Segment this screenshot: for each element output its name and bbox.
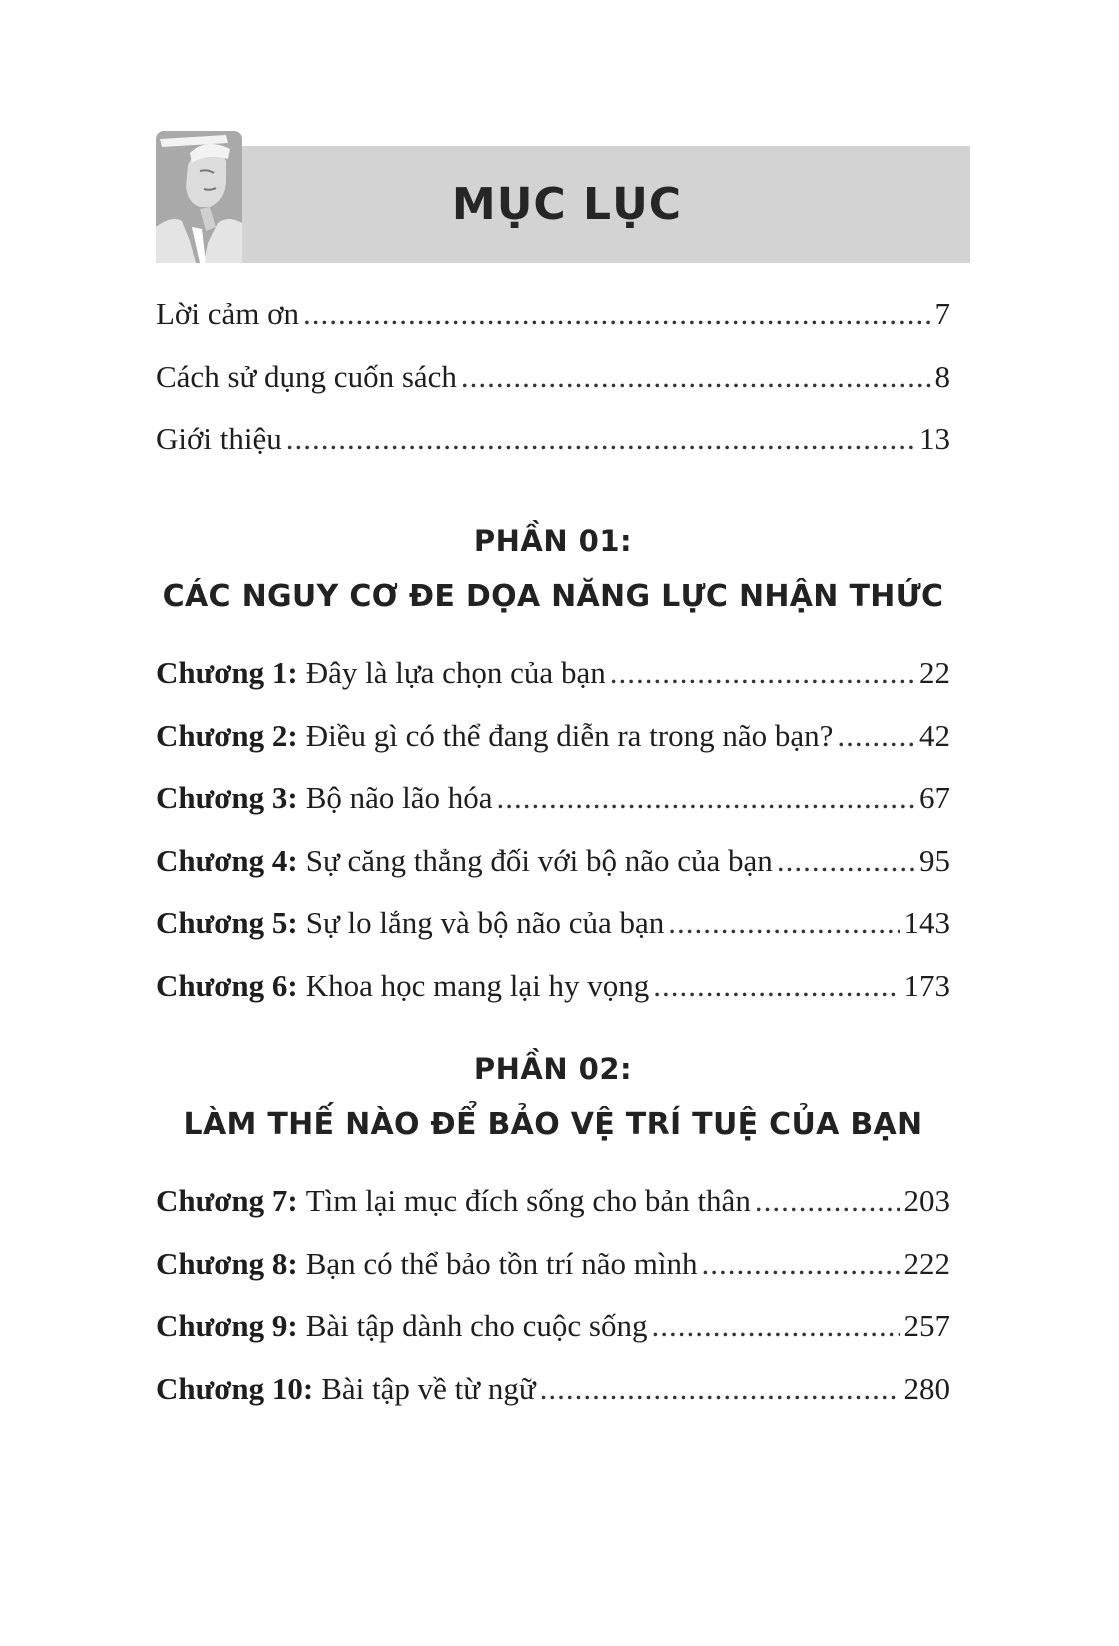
entry-title: Tìm lại mục đích sống cho bản thân — [305, 1183, 751, 1218]
page-number: 95 — [919, 842, 950, 878]
entry-title: Điều gì có thể đang diễn ra trong não bạn? — [305, 717, 834, 753]
page-number: 222 — [903, 1245, 950, 1281]
page-number: 143 — [903, 905, 950, 940]
dot-leader — [652, 1308, 900, 1344]
part-1-title: CÁC NGUY CƠ ĐE DỌA NĂNG LỰC NHẬN THỨC — [162, 579, 944, 614]
dot-leader — [497, 780, 915, 816]
part-2-title: LÀM THẾ NÀO ĐỂ BẢO VỆ TRÍ TUỆ CỦA BẠN — [183, 1107, 923, 1142]
chapter-label: Chương 7: — [156, 1183, 298, 1218]
toc-entry-chapter-2[interactable] — [156, 718, 950, 781]
toc-entry-chapter-5[interactable] — [156, 905, 950, 968]
entry-title: Sự lo lắng và bộ não của bạn — [305, 905, 665, 940]
page-number: 67 — [919, 780, 950, 815]
page-number: 8 — [934, 358, 950, 394]
dot-leader — [755, 1183, 900, 1219]
toc-entry-chapter-9[interactable] — [156, 1308, 950, 1371]
page-number: 22 — [919, 655, 950, 690]
toc-entry-chapter-4[interactable] — [156, 843, 950, 906]
dot-leader — [837, 718, 915, 754]
chapter-label: Chương 3: — [156, 780, 298, 815]
entry-title: Bạn có thể bảo tồn trí não mình — [305, 1245, 698, 1281]
toc-entry-chapter-7[interactable] — [156, 1183, 950, 1246]
part-1-number: PHẦN 01: — [473, 524, 633, 558]
toc-entry-acknowledgements[interactable] — [156, 296, 950, 359]
dot-leader — [540, 1371, 900, 1407]
entry-title: Bài tập về từ ngữ — [321, 1370, 536, 1406]
part-2-chapter-list — [156, 1183, 950, 1433]
entry-title: Đây là lựa chọn của bạn — [305, 655, 606, 690]
toc-entry-chapter-1[interactable] — [156, 655, 950, 718]
toc-entry-chapter-3[interactable] — [156, 780, 950, 843]
dot-leader — [303, 296, 931, 332]
page-number: 42 — [919, 717, 950, 753]
chapter-label: Chương 8: — [156, 1245, 298, 1281]
dot-leader — [610, 655, 915, 691]
page-title: MỤC LỤC — [451, 179, 683, 230]
dot-leader — [286, 421, 915, 457]
chapter-label: Chương 2: — [156, 717, 298, 753]
page-number: 173 — [903, 967, 950, 1003]
chapter-label: Chương 1: — [156, 655, 298, 690]
entry-title: Khoa học mang lại hy vọng — [305, 967, 650, 1003]
part-2-number: PHẦN 02: — [473, 1052, 633, 1086]
dot-leader — [701, 1246, 899, 1282]
chapter-label: Chương 6: — [156, 967, 298, 1003]
entry-title: Bộ não lão hóa — [305, 780, 493, 815]
chapter-label: Chương 10: — [156, 1370, 314, 1406]
page-number: 13 — [919, 421, 950, 456]
front-matter-list — [156, 296, 950, 484]
entry-title: Cách sử dụng cuốn sách — [156, 358, 457, 394]
entry-title: Lời cảm ơn — [156, 296, 299, 331]
page-number: 7 — [934, 296, 950, 331]
part-1-chapter-list — [156, 655, 950, 1030]
toc-entry-introduction[interactable] — [156, 421, 950, 484]
dot-leader — [461, 359, 931, 395]
toc-entry-chapter-8[interactable] — [156, 1246, 950, 1309]
page-number: 257 — [903, 1308, 950, 1343]
chapter-label: Chương 5: — [156, 905, 298, 940]
dot-leader — [668, 905, 899, 941]
toc-entry-how-to-use[interactable] — [156, 359, 950, 422]
page-number: 280 — [903, 1370, 950, 1406]
page-number: 203 — [903, 1183, 950, 1218]
chapter-label: Chương 9: — [156, 1308, 298, 1343]
entry-title: Sự căng thẳng đối với bộ não của bạn — [305, 842, 773, 878]
dot-leader — [653, 968, 899, 1004]
toc-entry-chapter-6[interactable] — [156, 968, 950, 1031]
dot-leader — [777, 843, 915, 879]
entry-title: Bài tập dành cho cuộc sống — [305, 1308, 648, 1343]
chapter-label: Chương 4: — [156, 842, 298, 878]
toc-entry-chapter-10[interactable] — [156, 1371, 950, 1434]
entry-title: Giới thiệu — [156, 421, 282, 456]
